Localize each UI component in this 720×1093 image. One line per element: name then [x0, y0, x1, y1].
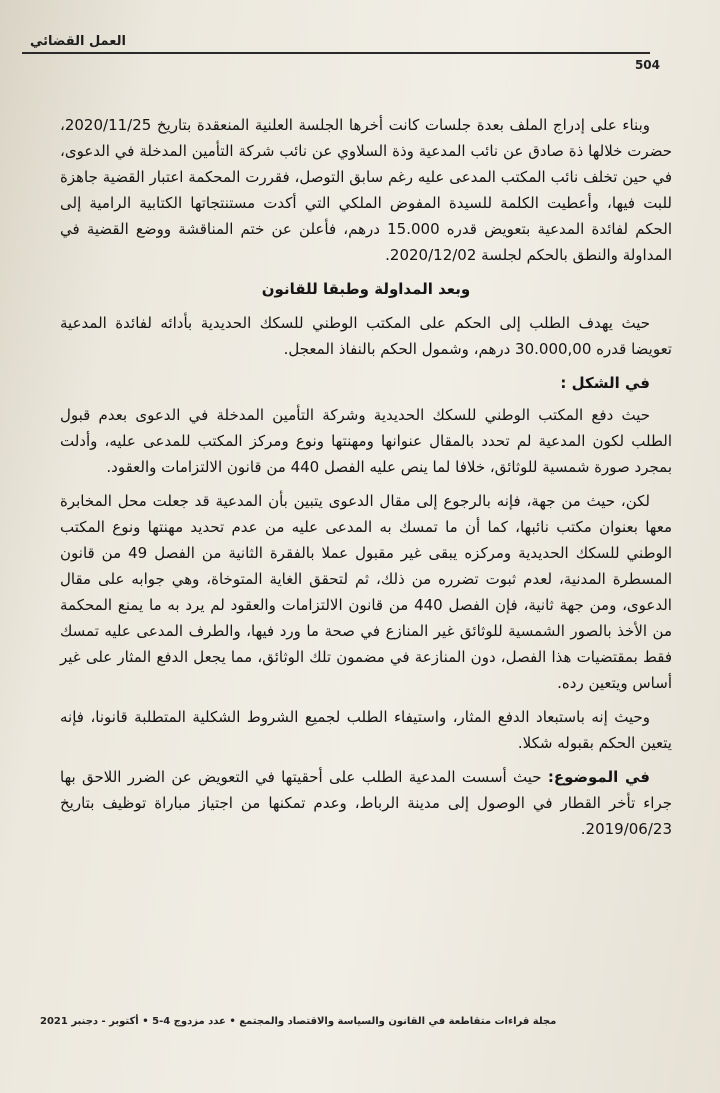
form-paragraph-1: حيث دفع المكتب الوطني للسكك الحديدية وشركة التأمين المدخلة في الدعوى بعدم قبول الطلب لكون المدعية لم تحدد بالمقال عنوانها ومهنتها ونوع ومركز المكتب للمدعى عليه، وأدلت بمجرد صورة شمسية للوثائق، خلافا لما ينص عليه الفصل 440 من قانون الالتزامات والعقود. — [60, 406, 672, 476]
form-heading: في الشكل : — [560, 374, 650, 392]
claim-paragraph: حيث يهدف الطلب إلى الحكم على المكتب الوطني للسكك الحديدية بأدائه لفائدة المدعية تعويضا قدره 30.000,00 درهم، وشمول الحكم بالنفاذ المعجل. — [60, 314, 672, 358]
running-title: العمل القضائي — [30, 34, 126, 49]
merits-heading: في الموضوع: — [547, 768, 650, 786]
form-paragraph-3: وحيث إنه باستبعاد الدفع المثار، واستيفاء الطلب لجميع الشروط الشكلية المتطلبة قانونا، فإنه يتعين الحكم بقبوله شكلا. — [60, 708, 672, 752]
header-rule — [22, 52, 650, 54]
page-number: 504 — [634, 58, 660, 72]
merits-text: حيث أسست المدعية الطلب على أحقيتها في التعويض عن الضرر اللاحق بها جراء تأخر القطار في الوصول إلى مدينة الرباط، وعدم تمكنها من اجتياز مباراة توظيف بتاريخ 2019/06/23. — [60, 768, 672, 838]
form-paragraph-2: لكن، حيث من جهة، فإنه بالرجوع إلى مقال الدعوى يتبين بأن المدعية قد جعلت محل المخابرة معها بعنوان مكتب نائبها، كما أن ما تمسك به المدعى عليه من عدم تحديد مهنتها ونوع المكتب الوطني للسكك الحديدية ومركزه يبقى غير مقبول عملا بالفقرة الثانية من الفصل 49 من قانون المسطرة المدنية، لعدم ثبوت تضرره من ذلك، ثم لتحقق الغاية المتوخاة، وهي جوابه على مقال الدعوى، ومن جهة ثانية، فإن الفصل 440 من قانون الالتزامات والعقود لم يرد به ما يمنع المحكمة من الأخذ بالصور الشمسية للوثائق غير المنازع في صحة ما ورد فيها، والطرف المدعى عليه تمسك فقط بمقتضيات هذا الفصل، دون المنازعة في مضمون تلك الوثائق، مما يجعل الدفع المثار على غير أساس ويتعين رده. — [60, 492, 672, 692]
judgment-text — [60, 112, 672, 850]
merits-paragraph — [60, 764, 672, 842]
procedure-paragraph: وبناء على إدراج الملف بعدة جلسات كانت أخرها الجلسة العلنية المنعقدة بتاريخ 2020/11/25، حضرت خلالها ذة صادق عن نائب المدعية وذة السلاوي عن نائب شركة التأمين المدخلة في الدعوى، في حين تخلف نائب المكتب المدعى عليه رغم سابق التوصل، فقررت المحكمة اعتبار القضية جاهزة للبت فيها، وأعطيت الكلمة للسيدة المفوض الملكي التي أكدت مستنتجاتها الكتابية الرامية إلى الحكم لفائدة المدعية بتعويض قدره 15.000 درهم، فأعلن عن ختم المناقشة ووضع القضية في المداولة والنطق بالحكم لجلسة 2020/12/02. — [60, 116, 672, 264]
deliberation-heading: وبعد المداولة وطبقا للقانون — [261, 280, 471, 298]
journal-footer: مجلة قراءات متقاطعة في القانون والسياسة والاقتصاد والمجتمع • عدد مزدوج 4-5 • أكتوبر - دجنبر 2021 — [40, 1016, 557, 1027]
